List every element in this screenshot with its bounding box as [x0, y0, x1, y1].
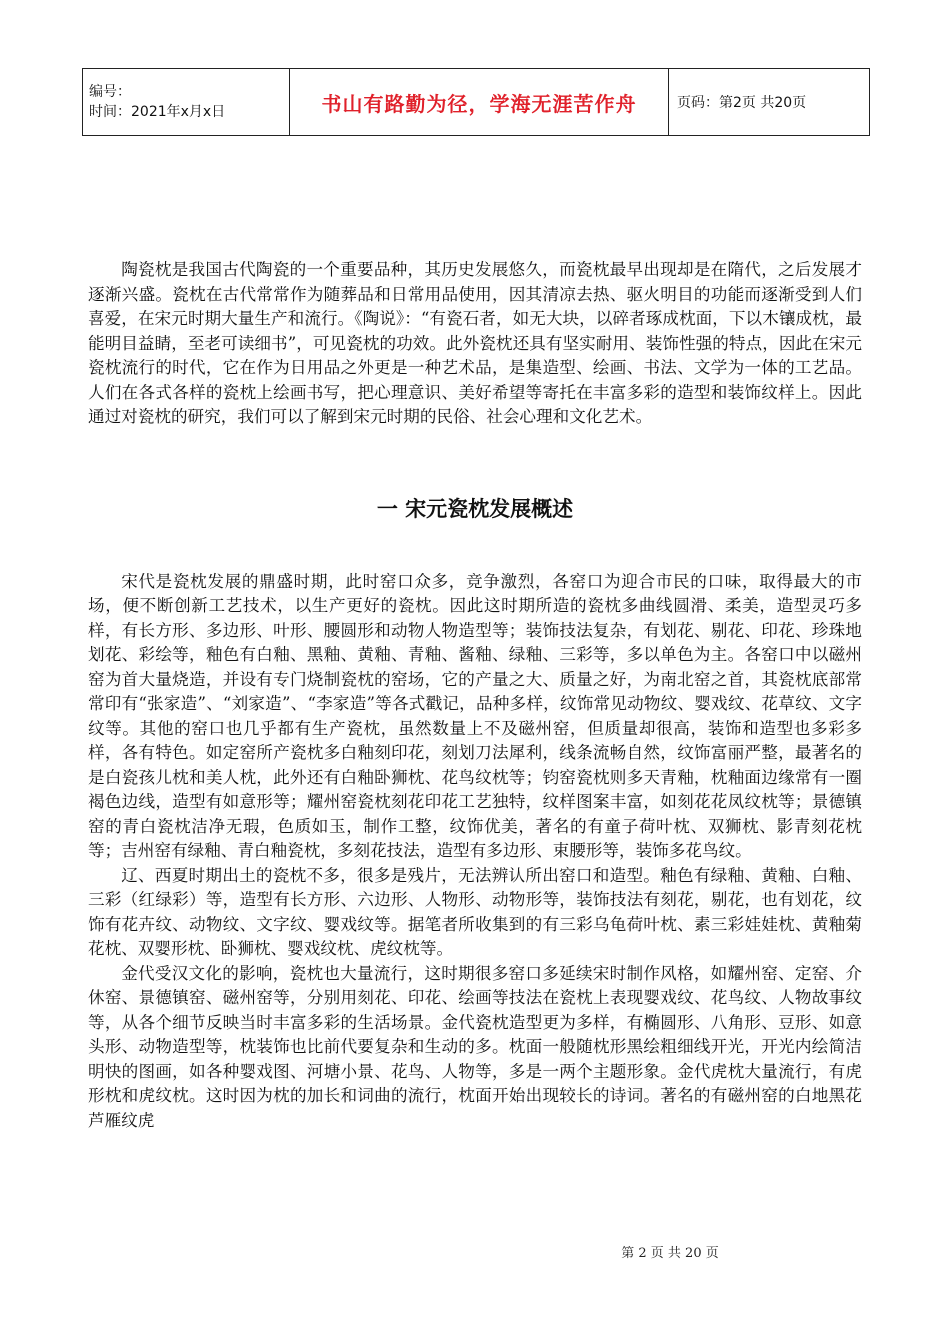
header-motto: 书山有路勤为径，学海无涯苦作舟	[290, 69, 669, 136]
body-paragraph-jin: 金代受汉文化的影响，瓷枕也大量流行，这时期很多窑口多延续宋时制作风格，如耀州窑、定窑、介休窑、景德镇窑、磁州窑等，分别用刻花、印花、绘画等技法在瓷枕上表现婴戏纹、花鸟纹、人物故事纹等，从各个细节反映当时丰富多彩的生活场景。金代瓷枕造型更为多样，有椭圆形、八角形、豆形、如意头形、动物造型等，枕装饰也比前代要复杂和生动的多。枕面一般随枕形黑绘粗细线开光，开光内绘简洁明快的图画，如各种婴戏图、河塘小景、花鸟、人物等，多是一两个主题形象。金代虎枕大量流行，有虎形枕和虎纹枕。这时因为枕的加长和词曲的流行，枕面开始出现较长的诗词。著名的有磁州窑的白地黑花芦雁纹虎	[88, 963, 862, 1130]
header-meta-cell	[83, 69, 290, 136]
section-heading: 一 宋元瓷枕发展概述	[376, 496, 574, 521]
document-number-label: 编号：	[89, 84, 131, 100]
document-body	[88, 258, 862, 1133]
body-paragraph-liao-xixia: 辽、西夏时期出土的瓷枕不多，很多是残片，无法辨认所出窑口和造型。釉色有绿釉、黄釉、白釉、三彩（红绿彩）等，造型有长方形、六边形、人物形、动物形等，装饰技法有刻花，剔花，也有划花，纹饰有花卉纹、动物纹、文字纹、婴戏纹等。据笔者所收集到的有三彩乌龟荷叶枕、素三彩娃娃枕、黄釉菊花枕、双婴形枕、卧狮枕、婴戏纹枕、虎纹枕等。	[88, 865, 862, 958]
intro-paragraph: 陶瓷枕是我国古代陶瓷的一个重要品种，其历史发展悠久，而瓷枕最早出现却是在隋代，之后发展才逐渐兴盛。瓷枕在古代常常作为随葬品和日常用品使用，因其清凉去热、驱火明目的功能而逐渐受到人们喜爱，在宋元时期大量生产和流行。《陶说》：“有瓷石者，如无大块，以碎者琢成枕面，下以木镶成枕，最能明目益睛，至老可读细书”，可见瓷枕的功效。此外瓷枕还具有坚实耐用、装饰性强的特点，因此在宋元瓷枕流行的时代，它在作为日用品之外更是一种艺术品，是集造型、绘画、书法、文学为一体的工艺品。人们在各式各样的瓷枕上绘画书写，把心理意识、美好希望等寄托在丰富多彩的造型和装饰纹样上。因此通过对瓷枕的研究，我们可以了解到宋元时期的民俗、社会心理和文化艺术。	[88, 260, 862, 426]
page-footer: 第 2 页 共 20 页	[621, 1246, 719, 1261]
page-header	[82, 68, 870, 136]
header-page-number: 页码：第2页 共20页	[669, 69, 870, 136]
document-time-label: 时间：2021年x月x日	[89, 104, 226, 120]
body-paragraph-song: 宋代是瓷枕发展的鼎盛时期，此时窑口众多，竞争激烈，各窑口为迎合市民的口味，取得最大的市场，便不断创新工艺技术，以生产更好的瓷枕。因此这时期所造的瓷枕多曲线圆滑、柔美，造型灵巧多样，有长方形、多边形、叶形、腰圆形和动物人物造型等；装饰技法复杂，有划花、剔花、印花、珍珠地划花、彩绘等，釉色有白釉、黑釉、黄釉、青釉、酱釉、绿釉、三彩等，多以单色为主。各窑口中以磁州窑为首大量烧造，并设有专门烧制瓷枕的窑场，它的产量之大、质量之好，为南北窑之首，其瓷枕底部常常印有“张家造”、“刘家造”、“李家造”等各式戳记，品种多样，纹饰常见动物纹、婴戏纹、花草纹、文字纹等。其他的窑口也几乎都有生产瓷枕，虽然数量上不及磁州窑，但质量却很高，装饰和造型也多彩多样，各有特色。如定窑所产瓷枕多白釉刻印花，刻划刀法犀利，线条流畅自然，纹饰富丽严整，最著名的是白瓷孩儿枕和美人枕，此外还有白釉卧狮枕、花鸟纹枕等；钧窑瓷枕则多天青釉，枕釉面边缘常有一圈褐色边线，造型有如意形等；耀州窑瓷枕刻花印花工艺独特，纹样图案丰富，如刻花花凤纹枕等；景德镇窑的青白瓷枕洁净无瑕，色质如玉，制作工整，纹饰优美，著名的有童子荷叶枕、双狮枕、影青刻花枕等；吉州窑有绿釉、青白釉瓷枕，多刻花技法，造型有多边形、束腰形等，装饰多花鸟纹。	[88, 571, 862, 860]
